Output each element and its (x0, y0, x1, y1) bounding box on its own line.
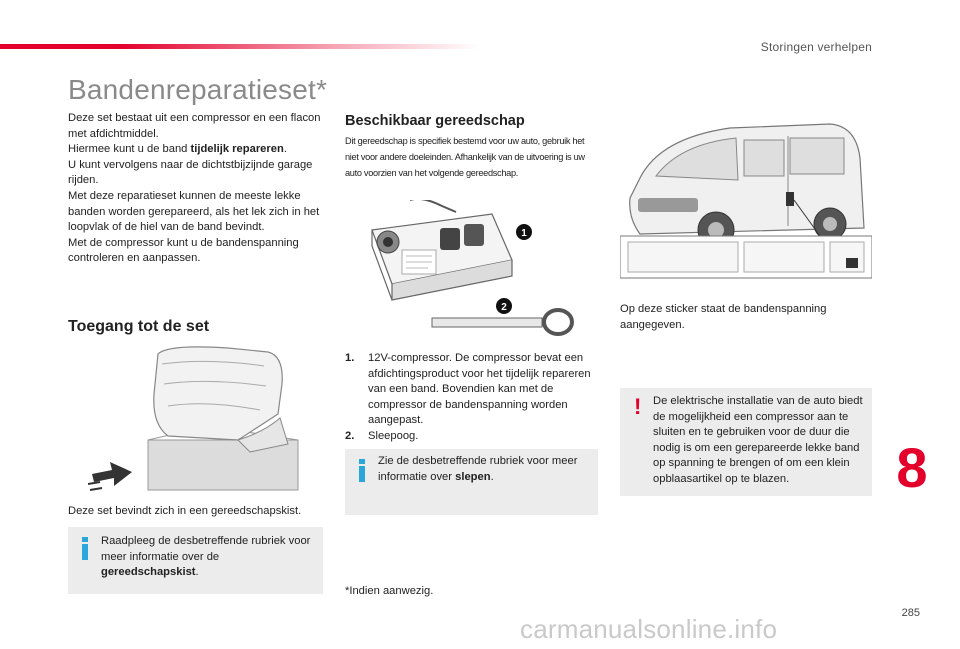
callout-2: 2 (501, 302, 507, 313)
compressor-towing-eye-illustration (362, 200, 582, 340)
page-title: Bandenreparatieset* (68, 74, 328, 105)
tools-list (345, 351, 607, 445)
toolbox-info-box (68, 527, 323, 594)
callout-1: 1 (521, 228, 527, 239)
towing-link-word: slepen (455, 470, 491, 483)
intro-text (68, 111, 326, 267)
footnote: *Indien aanwezig. (345, 585, 434, 597)
intro-p4: Met deze reparatieset kunnen de meeste lekke banden worden gerepareerd, als het lek zich in het loopvlak of de hiel van de band bevindt. (68, 189, 320, 234)
van-sticker-illustration (620, 118, 872, 286)
intro-p1: Deze set bestaat uit een compressor en een flacon met afdichtmiddel. (68, 112, 321, 140)
list-item (345, 351, 607, 429)
toolbox-link-word: gereedschapskist (101, 566, 196, 579)
sticker-caption: Op deze sticker staat de bandenspanning aangegeven. (620, 303, 827, 331)
header-accent-bar (0, 44, 480, 49)
intro-p3: U kunt vervolgens naar de dichtstbijzijnde garage rijden. (68, 158, 313, 187)
list-item-number: 2. (345, 429, 355, 442)
info-icon (82, 537, 88, 560)
warning-icon: ! (634, 394, 642, 419)
list-item-text: Sleepoog. (368, 429, 419, 442)
watermark: carmanualsonline.info (520, 614, 778, 644)
towing-info-text: Zie de desbetreffende rubriek voor meer informatie over slepen. (378, 455, 578, 483)
list-item-number: 1. (345, 352, 355, 364)
tools-heading: Beschikbaar gereedschap (345, 113, 525, 129)
access-heading: Toegang tot de set (68, 318, 210, 335)
warning-text: De elektrische installatie van de auto biedt de mogelijkheid een compressor aan te sluiten en te gebruiken voor de duur die nodig is om een gerepareerde lekke band op spanning te brengen of om een klein opblaasartikel op te blazen. (653, 395, 863, 485)
page-number: 285 (901, 607, 920, 619)
intro-p5: Met de compressor kunt u de bandenspanning controleren en aanpassen. (68, 236, 299, 265)
chapter-number: 8 (896, 436, 928, 499)
list-item-text: 12V-compressor. De compressor bevat een afdichtingsproduct voor het tijdelijk repareren van een band. Bovendien kan met de compressor de bandenspanning worden aangepast. (368, 352, 591, 427)
tools-note: Dit gereedschap is specifiek bestemd voor uw auto, gebruik het niet voor andere doeleinden. Afhankelijk van de uitvoering is uw auto voorzien van het volgende gereedschap. (345, 136, 585, 178)
section-title: Storingen verhelpen (760, 40, 872, 54)
seat-toolbox-illustration (88, 344, 310, 496)
access-caption: Deze set bevindt zich in een gereedschapskist. (68, 505, 302, 517)
warning-box (620, 388, 872, 496)
list-item (345, 429, 607, 445)
intro-p2-end: . (283, 143, 287, 156)
intro-p2: Hiermee kunt u de band (68, 143, 191, 156)
towing-info-box (345, 449, 598, 515)
intro-p2-bold: tijdelijk repareren (190, 143, 284, 156)
info-icon (359, 459, 365, 482)
toolbox-info-text: Raadpleeg de desbetreffende rubriek voor meer informatie over de gereedschapskist. (101, 535, 311, 579)
